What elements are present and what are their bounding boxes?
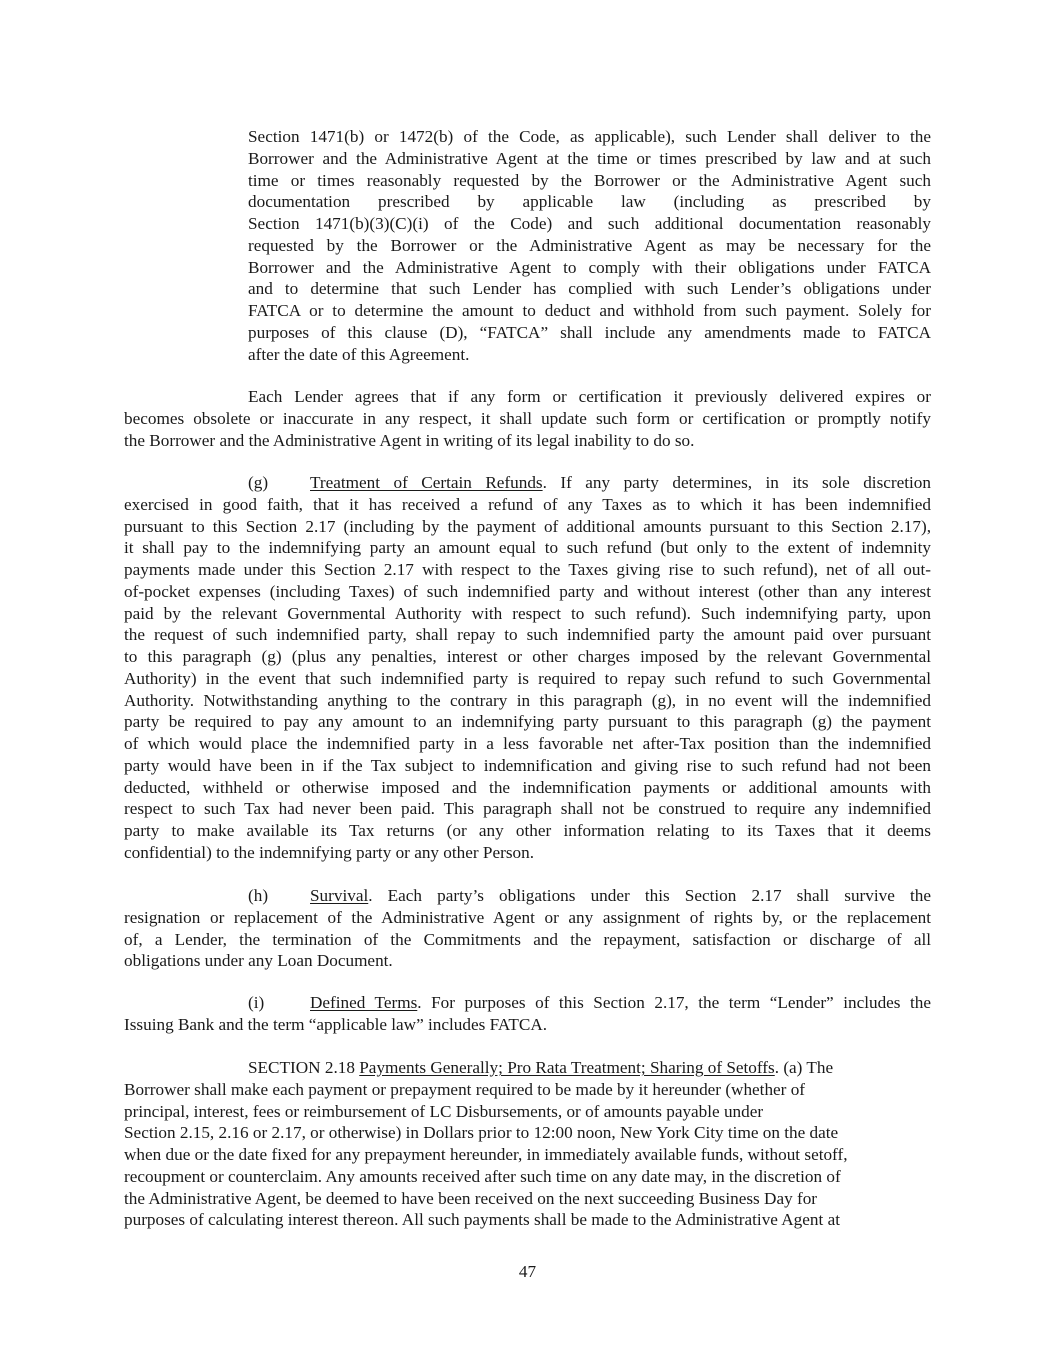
paragraph-first-line: . For purposes of this Section 2.17, the term “Lender” includes the xyxy=(417,993,931,1012)
text-line xyxy=(124,472,931,494)
text-line: confidential) to the indemnifying party or any other Person. xyxy=(124,842,535,862)
text-line: when due or the date fixed for any prepayment hereunder, in immediately available funds, without setoff, xyxy=(124,1145,848,1164)
text-line: becomes obsolete or inaccurate in any respect, it shall update such form or certification or promptly notify xyxy=(124,408,931,428)
text-line: purposes of calculating interest thereon. All such payments shall be made to the Administrative Agent at xyxy=(124,1210,840,1230)
text-line: Authority) in the event that such indemnified party is required to repay such refund to such Governmental xyxy=(124,668,931,688)
text-line: pursuant to this Section 2.17 (including by the payment of additional amounts pursuant to this Section 2.17), xyxy=(124,516,931,536)
text-line: it shall pay to the indemnifying party an amount equal to such refund (but only to the extent of indemnity xyxy=(124,538,931,558)
text-line: party be required to pay any amount to an indemnifying party pursuant to this paragraph (g) the payment xyxy=(124,712,931,732)
paragraph-first-line: . Each party’s obligations under this Section 2.17 shall survive the xyxy=(368,886,931,905)
text-line: paid by the relevant Governmental Authority with respect to such refund). Such indemnifying party, upon xyxy=(124,603,931,623)
paragraph-g xyxy=(124,472,931,864)
text-line: exercised in good faith, that it has received a refund of any Taxes as to which it has been indemnified xyxy=(124,494,931,514)
page-number: 47 xyxy=(518,1262,537,1281)
each-lender-paragraph xyxy=(124,386,931,451)
text-line: of-pocket expenses (including Taxes) of such indemnified party and without interest (other than any interest xyxy=(124,581,931,601)
text-line: Authority. Notwithstanding anything to the contrary in this paragraph (g), in no event will the indemnified xyxy=(124,690,931,710)
text-line: Section 1471(b) or 1472(b) of the Code, as applicable), such Lender shall deliver to the xyxy=(248,127,931,146)
text-line: respect to such Tax had never been paid. This paragraph shall not be construed to require any indemnified xyxy=(124,799,931,819)
text-line: principal, interest, fees or reimbursement of LC Disbursements, or of amounts payable under xyxy=(124,1101,764,1121)
text-line xyxy=(124,1057,931,1079)
text-line: the request of such indemnified party, shall repay to such indemnified party the amount paid over pursuant xyxy=(124,625,931,645)
paragraph-label: (h) xyxy=(248,886,269,905)
text-line: resignation or replacement of the Administrative Agent or any assignment of rights by, or the replacement xyxy=(124,907,931,927)
paragraph-heading: Defined Terms xyxy=(310,993,418,1012)
paragraph-heading: Survival xyxy=(310,886,369,905)
text-line: Each Lender agrees that if any form or certification it previously delivered expires or xyxy=(248,387,931,406)
text-line: of, a Lender, the termination of the Commitments and the repayment, satisfaction or discharge of all xyxy=(124,929,931,949)
text-line: Section 1471(b)(3)(C)(i) of the Code) and such additional documentation reasonably xyxy=(248,214,931,233)
text-line: of which would place the indemnified party in a less favorable net after-Tax position than the indemnified xyxy=(124,734,931,753)
section-2-18 xyxy=(124,1057,931,1231)
text-line: time or times reasonably requested by the Borrower or the Administrative Agent such xyxy=(248,170,931,190)
paragraph-label: (i) xyxy=(248,993,265,1012)
text-line: requested by the Borrower or the Administrative Agent as may be necessary for the xyxy=(248,235,931,255)
section-heading: Payments Generally; Pro Rata Treatment; Sharing of Setoffs xyxy=(359,1058,775,1077)
clause-d-paragraph xyxy=(248,126,931,365)
text-line xyxy=(124,885,931,907)
text-line: party to make available its Tax returns (or any other information relating to its Taxes that it deems xyxy=(124,821,931,840)
text-line: Borrower and the Administrative Agent at the time or times prescribed by law and at such xyxy=(248,148,931,168)
paragraph-label: (g) xyxy=(248,473,269,492)
text-line: Issuing Bank and the term “applicable law” includes FATCA. xyxy=(124,1014,548,1034)
text-line: Section 2.15, 2.16 or 2.17, or otherwise) in Dollars prior to 12:00 noon, New York City time on the date xyxy=(124,1123,839,1143)
text-line xyxy=(124,992,931,1014)
text-line: the Administrative Agent, be deemed to have been received on the next succeeding Business Day for xyxy=(124,1188,818,1208)
section-first-line: . (a) The xyxy=(774,1058,834,1077)
text-line: to this paragraph (g) (plus any penalties, interest or other charges imposed by the relevant Governmental xyxy=(124,647,931,666)
text-line: recoupment or counterclaim. Any amounts received after such time on any date may, in the discretion of xyxy=(124,1166,841,1186)
text-line: after the date of this Agreement. xyxy=(248,344,470,364)
text-line: and to determine that such Lender has complied with such Lender’s obligations under xyxy=(248,279,931,299)
paragraph-heading: Treatment of Certain Refunds xyxy=(310,473,543,492)
paragraph-first-line: . If any party determines, in its sole discretion xyxy=(542,473,931,492)
text-line: Borrower shall make each payment or prepayment required to be made by it hereunder (whether of xyxy=(124,1079,806,1099)
section-number: SECTION 2.18 xyxy=(248,1058,360,1077)
text-line: party would have been in if the Tax subject to indemnification and giving rise to such refund had not been xyxy=(124,755,931,775)
paragraph-h xyxy=(124,885,931,972)
paragraph-i xyxy=(124,992,931,1036)
text-line: documentation prescribed by applicable law (including as prescribed by xyxy=(248,192,931,212)
text-line: purposes of this clause (D), “FATCA” shall include any amendments made to FATCA xyxy=(248,322,931,342)
text-line: obligations under any Loan Document. xyxy=(124,951,393,971)
text-line: deducted, withheld or otherwise imposed and the indemnification payments or additional amounts with xyxy=(124,777,931,797)
text-line: the Borrower and the Administrative Agent in writing of its legal inability to do so. xyxy=(124,430,695,450)
text-line: payments made under this Section 2.17 with respect to the Taxes giving rise to such refund), net of all out- xyxy=(124,560,931,579)
text-line: Borrower and the Administrative Agent to comply with their obligations under FATCA xyxy=(248,257,931,277)
text-line: FATCA or to determine the amount to deduct and withhold from such payment. Solely for xyxy=(248,301,931,320)
